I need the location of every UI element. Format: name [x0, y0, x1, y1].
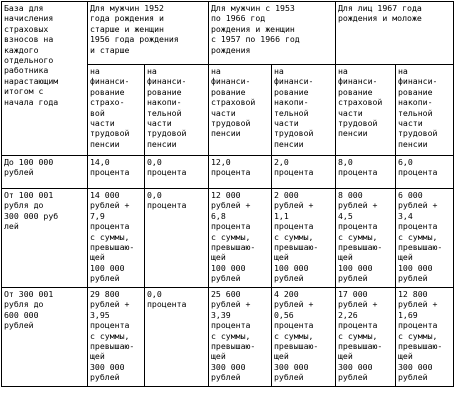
header-group-1967: Для лиц 1967 года рождения и моложе: [336, 2, 454, 65]
table-row: [2, 288, 454, 387]
subheader-insurance-1: на финанси- рование страхо- вой части трудовой пенсии: [88, 65, 145, 156]
header-group-1953-1966: Для мужчин с 1953 по 1966 год рождения и женщин с 1957 по 1966 год рождения: [209, 2, 336, 65]
table-cell: 14,0 процента: [88, 156, 145, 189]
subheader-insurance-3: на финанси- рование страховой части трудовой пенсии: [336, 65, 396, 156]
header-group-1952: Для мужчин 1952 года рождения и старше и женщин 1956 года рождения и старше: [88, 2, 209, 65]
row-base-cell: От 100 001 рубля до 300 000 руб лей: [2, 189, 88, 288]
table-cell: 14 000 рублей + 7,9 процента с суммы, превышаю- щей 100 000 рублей: [88, 189, 145, 288]
table-cell: 6,0 процента: [396, 156, 454, 189]
table-cell: 4 200 рублей + 0,56 процента с суммы, превышаю- щей 300 000 рублей: [272, 288, 336, 387]
subheader-savings-1: на финанси- рование накопи- тельной части трудовой пенсии: [145, 65, 209, 156]
table-cell: 12 000 рублей + 6,8 процента с суммы, превышаю- щей 100 000 рублей: [209, 189, 272, 288]
contribution-rates-table: [1, 1, 454, 387]
subheader-savings-2: на финанси- рование накопи- тельной части трудовой пенсии: [272, 65, 336, 156]
subheader-insurance-2: на финанси- рование страховой части трудовой пенсии: [209, 65, 272, 156]
table-cell: 2 000 рублей + 1,1 процента с суммы, превышаю- щей 100 000 рублей: [272, 189, 336, 288]
header-base-cell: База для начисления страховых взносов на каждого отдельного работника нарастающим итогом с начала года: [2, 2, 88, 156]
table-cell: 2,0 процента: [272, 156, 336, 189]
table-cell: 0,0 процента: [145, 189, 209, 288]
table-cell: 6 000 рублей + 3,4 процента с суммы, превышаю- щей 100 000 рублей: [396, 189, 454, 288]
table-cell: 8 000 рублей + 4,5 процента с суммы, превышаю- щей 100 000 рублей: [336, 189, 396, 288]
table-cell: 12 800 рублей + 1,69 процента с суммы, превышаю- щей 300 000 рублей: [396, 288, 454, 387]
table-row: [2, 156, 454, 189]
table-cell: 29 800 рублей + 3,95 процента с суммы, превышаю- щей 300 000 рублей: [88, 288, 145, 387]
row-base-cell: До 100 000 рублей: [2, 156, 88, 189]
row-base-cell: От 300 001 рубля до 600 000 рублей: [2, 288, 88, 387]
table-cell: 17 000 рублей + 2,26 процента с суммы, превышаю- щей 300 000 рублей: [336, 288, 396, 387]
subheader-savings-3: на финанси- рование накопи- тельной части трудовой пенсии: [396, 65, 454, 156]
header-row-groups: [2, 2, 454, 65]
table-cell: 8,0 процента: [336, 156, 396, 189]
table-cell: 12,0 процента: [209, 156, 272, 189]
table-row: [2, 189, 454, 288]
table-cell: 25 600 рублей + 3,39 процента с суммы, превышаю- щей 300 000 рублей: [209, 288, 272, 387]
table-cell: 0,0 процента: [145, 288, 209, 387]
table-cell: 0,0 процента: [145, 156, 209, 189]
